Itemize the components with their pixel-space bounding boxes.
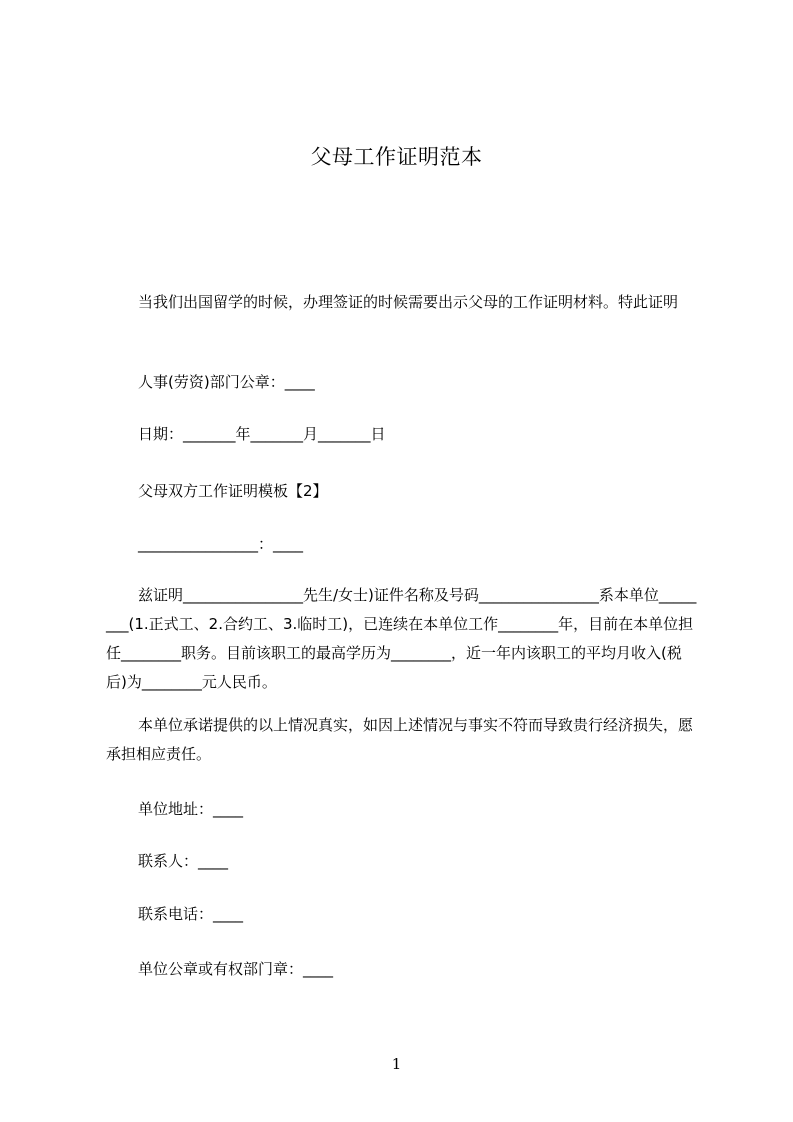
template-heading: 父母双方工作证明模板【2】 <box>138 482 328 500</box>
unit-address-line: 单位地址：____ <box>138 800 244 818</box>
date-line: 日期：_______年_______月_______日 <box>138 425 386 443</box>
addressee-line: ________________：____ <box>138 535 304 553</box>
document-title: 父母工作证明范本 <box>310 145 483 169</box>
hr-seal-line: 人事(劳资)部门公章：____ <box>138 373 315 391</box>
certification-paragraph: 兹证明________________先生/女士)证件名称及号码________________系本单位________(1.正式工、2.合约工、3.临时工)，已连续在本单位工作________年，目前在本单位担任________职务。目前该职工的最高学历为________，近一年内该职工的平均月收入(税后)为________元人民币。 <box>106 586 697 691</box>
unit-seal-line: 单位公章或有权部门章：____ <box>138 960 334 978</box>
contact-phone-line: 联系电话：____ <box>138 905 244 923</box>
contact-person-line: 联系人：____ <box>138 852 229 870</box>
intro-paragraph: 当我们出国留学的时候，办理签证的时候需要出示父母的工作证明材料。特此证明 <box>138 293 679 311</box>
commitment-paragraph: 本单位承诺提供的以上情况真实，如因上述情况与事实不符而导致贵行经济损失，愿承担相应责任。 <box>106 716 694 763</box>
page-number: 1 <box>391 1055 402 1073</box>
